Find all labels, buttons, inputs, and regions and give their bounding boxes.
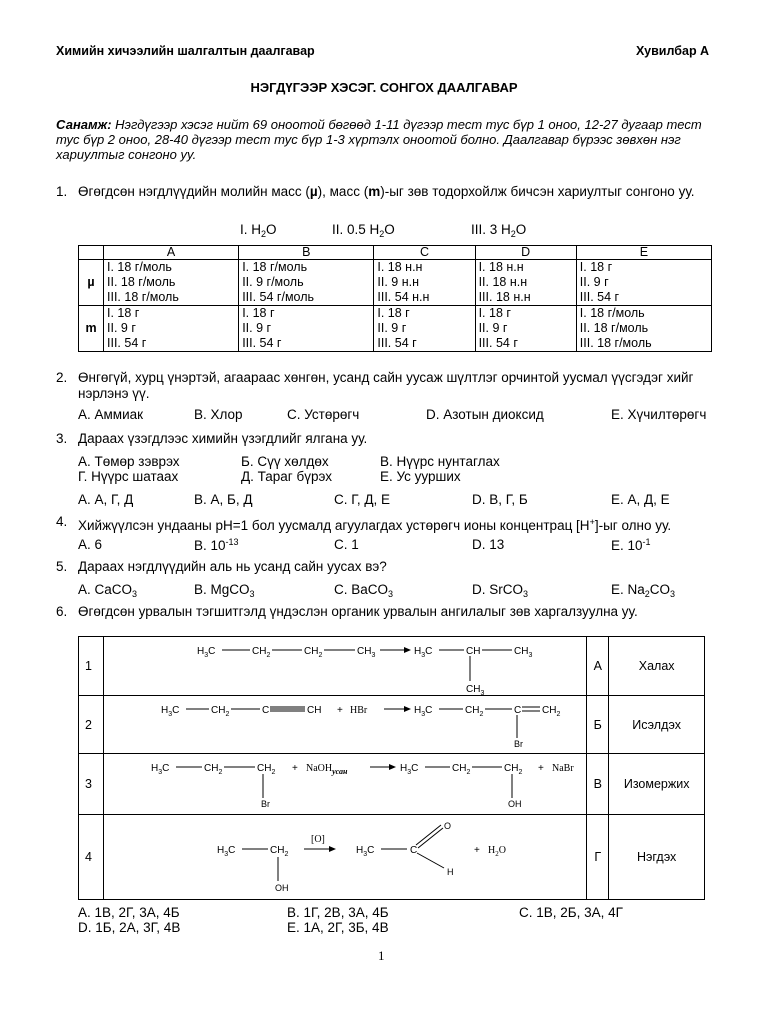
svg-text:H3C: $H_3C$ — [197, 646, 216, 659]
svg-text:+: + — [538, 763, 545, 774]
question-number: 1. — [56, 184, 68, 199]
q4-option-e[interactable]: E. $10^{-1}$ — [611, 537, 651, 553]
q3-item: Е. Ус уурших — [380, 469, 461, 484]
col-header: C — [374, 246, 475, 260]
reaction-2 — [104, 696, 587, 754]
table-cell: I. 18 г II. 9 г III. 54 г — [104, 306, 239, 352]
reaction-1-scheme — [104, 637, 586, 695]
svg-text:NaBr: NaBr — [552, 763, 574, 774]
question-text: Өгөгдсөн нэгдлүүдийн молийн масс (µ), масс (m)-ыг зөв тодорхойлж бичсэн хариултыг сонгоно уу. — [78, 184, 695, 199]
q2-option-a[interactable]: A. Аммиак — [78, 407, 144, 422]
reaction-type: Халах — [609, 637, 705, 696]
svg-text:CH2: $CH_2$ — [270, 845, 289, 858]
reaction-4-scheme — [104, 815, 586, 899]
row-letter: Б — [587, 696, 609, 754]
col-header: D — [475, 246, 576, 260]
question-text: Өгөгдсөн урвалын тэгшитгэлд үндэслэн органик урвалын ангилалыг зөв харгалзуулна уу. — [78, 604, 638, 619]
svg-text:O: O — [444, 821, 452, 831]
q1-row-mu — [79, 260, 712, 306]
q3-item: Г. Нүүрс шатаах — [78, 469, 179, 484]
q6-option-a[interactable]: A. 1В, 2Г, 3А, 4Б — [78, 905, 180, 920]
q3-option-b[interactable]: B. А, Б, Д — [194, 492, 253, 507]
reaction-3-scheme — [104, 754, 586, 814]
note — [56, 117, 716, 162]
question-6: 6. Өгөгдсөн урвалын тэгшитгэлд үндэслэн органик урвалын ангилалыг зөв харгалзуулна уу. — [56, 604, 716, 620]
svg-text:CH2: $CH_2$ — [304, 646, 323, 659]
svg-text:+: + — [337, 705, 344, 716]
note-text: Нэгдүгээр хэсэг нийт 69 оноотой бөгөөд 1-11 дүгээр тест тус бүр 1 оноо, 12-27 дугаар тест тус бүр 2 оноо, 28-40 дүгээр тест тус бүр 1-3 хүртэлх оноотой болно. Даалгавар бүрээс зөвхөн нэг хариултыг сонгоно уу. — [56, 117, 702, 162]
q1-row-m — [79, 306, 712, 352]
header-left: Химийн хичээлийн шалгалтын даалгавар — [56, 44, 315, 58]
svg-text:H3C: $H_3C$ — [151, 763, 170, 776]
row-number: 2 — [79, 696, 104, 754]
reaction-type: Изомержих — [609, 754, 705, 815]
reaction-row — [79, 637, 705, 696]
q3-option-a[interactable]: A. А, Г, Д — [78, 492, 134, 507]
q2-option-b[interactable]: B. Хлор — [194, 407, 243, 422]
question-4: 4. Хийжүүлсэн ундааны pH=1 бол уусмалд агуулагдах устөрөгч ионы концентрац [H+]-ыг олно уу. — [56, 514, 716, 534]
col-header: B — [239, 246, 374, 260]
reaction-type: Нэгдэх — [609, 815, 705, 900]
svg-text:+: + — [474, 845, 481, 856]
svg-text:CH3: $CH_3$ — [357, 646, 376, 659]
table-cell: I. 18 г II. 9 г III. 54 г — [374, 306, 475, 352]
page-number: 1 — [378, 948, 385, 963]
table-cell: I. 18 г/моль II. 9 г/моль III. 54 г/моль — [239, 260, 374, 306]
svg-text:CH3: $CH_3$ — [514, 646, 533, 659]
q6-option-e[interactable]: E. 1А, 2Г, 3Б, 4В — [287, 920, 389, 935]
q6-option-b[interactable]: B. 1Г, 2В, 3А, 4Б — [287, 905, 389, 920]
reaction-2-scheme — [104, 696, 586, 753]
section-title: НЭГДҮГЭЭР ХЭСЭГ. СОНГОХ ДААЛГАВАР — [250, 80, 518, 95]
note-label: Санамж: — [56, 117, 112, 132]
q2-option-c[interactable]: C. Устөрөгч — [287, 407, 360, 422]
question-5: 5. Дараах нэгдлүүдийн аль нь усанд сайн уусах вэ? — [56, 559, 716, 575]
q3-option-c[interactable]: C. Г, Д, Е — [334, 492, 391, 507]
q1-item-1: I. $H_2O$ — [240, 222, 277, 239]
svg-text:CH2: $CH_2$ — [211, 705, 230, 718]
row-label: µ — [79, 260, 104, 306]
q3-item: А. Төмөр зэврэх — [78, 454, 180, 469]
svg-text:[O]: [O] — [311, 834, 326, 845]
q4-option-a[interactable]: A. 6 — [78, 537, 103, 552]
reaction-3 — [104, 754, 587, 815]
reaction-4 — [104, 815, 587, 900]
svg-text:CH2: $CH_2$ — [257, 763, 276, 776]
q2-option-e[interactable]: E. Хүчилтөрөгч — [611, 407, 707, 422]
table-cell: I. 18 г II. 9 г III. 54 г — [239, 306, 374, 352]
row-number: 1 — [79, 637, 104, 696]
svg-text:CH: CH — [307, 705, 322, 716]
question-3: 3. Дараах үзэгдлээс химийн үзэгдлийг ялгана уу. — [56, 431, 716, 447]
q1-table — [78, 245, 712, 352]
table-cell: I. 18 г/моль II. 18 г/моль III. 18 г/моль — [104, 260, 239, 306]
q6-reaction-table — [78, 636, 705, 900]
row-letter: В — [587, 754, 609, 815]
table-cell: I. 18 н.н II. 9 н.н III. 54 н.н — [374, 260, 475, 306]
svg-text:NaOHусан: NaOH$_{усан}$ — [306, 763, 348, 776]
svg-text:Br: Br — [261, 799, 271, 809]
q5-option-e[interactable]: E. $Na_2CO_3$ — [611, 582, 676, 599]
header-right: Хувилбар А — [636, 44, 710, 58]
table-cell: I. 18 г II. 9 г III. 54 г — [475, 306, 576, 352]
q5-option-b[interactable]: B. MgCO$_3$ — [194, 582, 255, 599]
q4-option-c[interactable]: C. 1 — [334, 537, 359, 552]
svg-text:CH2: $CH_2$ — [504, 763, 523, 776]
q1-table-header — [79, 246, 712, 260]
reaction-row — [79, 815, 705, 900]
question-text: Дараах нэгдлүүдийн аль нь усанд сайн уусах вэ? — [78, 559, 387, 574]
svg-text:OH: OH — [275, 883, 289, 893]
svg-text:HBr: HBr — [350, 705, 368, 716]
q4-option-b[interactable]: B. $10^{-13}$ — [194, 537, 239, 553]
svg-text:C: C — [410, 845, 418, 856]
question-text: Өнгөгүй, хурц үнэртэй, агаараас хөнгөн, усанд сайн уусаж шүлтлэг орчинтой уусмал үүсгэдэг хийг нэрлэнэ үү. — [78, 370, 694, 401]
svg-text:CH2: $CH_2$ — [204, 763, 223, 776]
svg-text:CH2: $CH_2$ — [252, 646, 271, 659]
svg-text:OH: OH — [508, 799, 522, 809]
svg-text:Br: Br — [514, 739, 524, 749]
row-letter: Г — [587, 815, 609, 900]
question-text: Дараах үзэгдлээс химийн үзэгдлийг ялгана уу. — [78, 431, 368, 446]
svg-text:CH2: $CH_2$ — [452, 763, 471, 776]
q3-option-d[interactable]: D. В, Г, Б — [472, 492, 528, 507]
svg-text:H: H — [447, 867, 454, 877]
svg-text:H3C: $H_3C$ — [217, 845, 236, 858]
svg-text:CH3: $CH_3$ — [466, 684, 485, 695]
svg-text:C: C — [262, 705, 270, 716]
q6-option-c[interactable]: C. 1В, 2Б, 3А, 4Г — [519, 905, 623, 920]
q3-item: В. Нүүрс нунтаглах — [380, 454, 500, 469]
row-letter: А — [587, 637, 609, 696]
reaction-1 — [104, 637, 587, 696]
svg-text:H3C: $H_3C$ — [414, 646, 433, 659]
col-header: A — [104, 246, 239, 260]
svg-text:H2O: $H_2O$ — [488, 845, 507, 858]
q5-option-c[interactable]: C. BaCO$_3$ — [334, 582, 394, 599]
q2-option-d[interactable]: D. Азотын диоксид — [426, 407, 544, 422]
q3-item: Б. Сүү хөлдөх — [241, 454, 329, 469]
svg-text:CH2: $CH_2$ — [542, 705, 561, 718]
row-number: 3 — [79, 754, 104, 815]
q3-option-e[interactable]: E. А, Д, Е — [611, 492, 670, 507]
svg-text:H3C: $H_3C$ — [356, 845, 375, 858]
svg-text:C: C — [514, 705, 522, 716]
row-label: m — [79, 306, 104, 352]
q3-item: Д. Тараг бүрэх — [241, 469, 332, 484]
table-cell: I. 18 г II. 9 г III. 54 г — [576, 260, 711, 306]
q5-option-a[interactable]: A. CaCO$_3$ — [78, 582, 138, 599]
svg-text:+: + — [292, 763, 299, 774]
svg-text:H3C: $H_3C$ — [414, 705, 433, 718]
svg-text:H3C: $H_3C$ — [400, 763, 419, 776]
col-header: E — [576, 246, 711, 260]
question-text: Хийжүүлсэн ундааны pH=1 бол уусмалд агуулагдах устөрөгч ионы концентрац [H+]-ыг олно уу. — [78, 517, 672, 533]
row-number: 4 — [79, 815, 104, 900]
question-2: 2. Өнгөгүй, хурц үнэртэй, агаараас хөнгөн, усанд сайн уусаж шүлтлэг орчинтой уусмал үүсгэдэг хийг нэрлэнэ үү. — [56, 370, 716, 402]
svg-text:CH2: $CH_2$ — [465, 705, 484, 718]
table-cell: I. 18 н.н II. 18 н.н III. 18 н.н — [475, 260, 576, 306]
q1-item-3: III. 3 $H_2O$ — [471, 222, 527, 239]
svg-text:CH: CH — [466, 646, 481, 657]
reaction-row — [79, 754, 705, 815]
reaction-type: Исэлдэх — [609, 696, 705, 754]
table-cell: I. 18 г/моль II. 18 г/моль III. 18 г/моль — [576, 306, 711, 352]
question-1 — [56, 184, 716, 200]
q1-item-2: II. 0.5 $H_2O$ — [332, 222, 395, 239]
q6-option-d[interactable]: D. 1Б, 2А, 3Г, 4В — [78, 920, 181, 935]
reaction-row — [79, 696, 705, 754]
q5-option-d[interactable]: D. SrCO$_3$ — [472, 582, 529, 599]
q4-option-d[interactable]: D. 13 — [472, 537, 505, 552]
svg-text:H3C: $H_3C$ — [161, 705, 180, 718]
